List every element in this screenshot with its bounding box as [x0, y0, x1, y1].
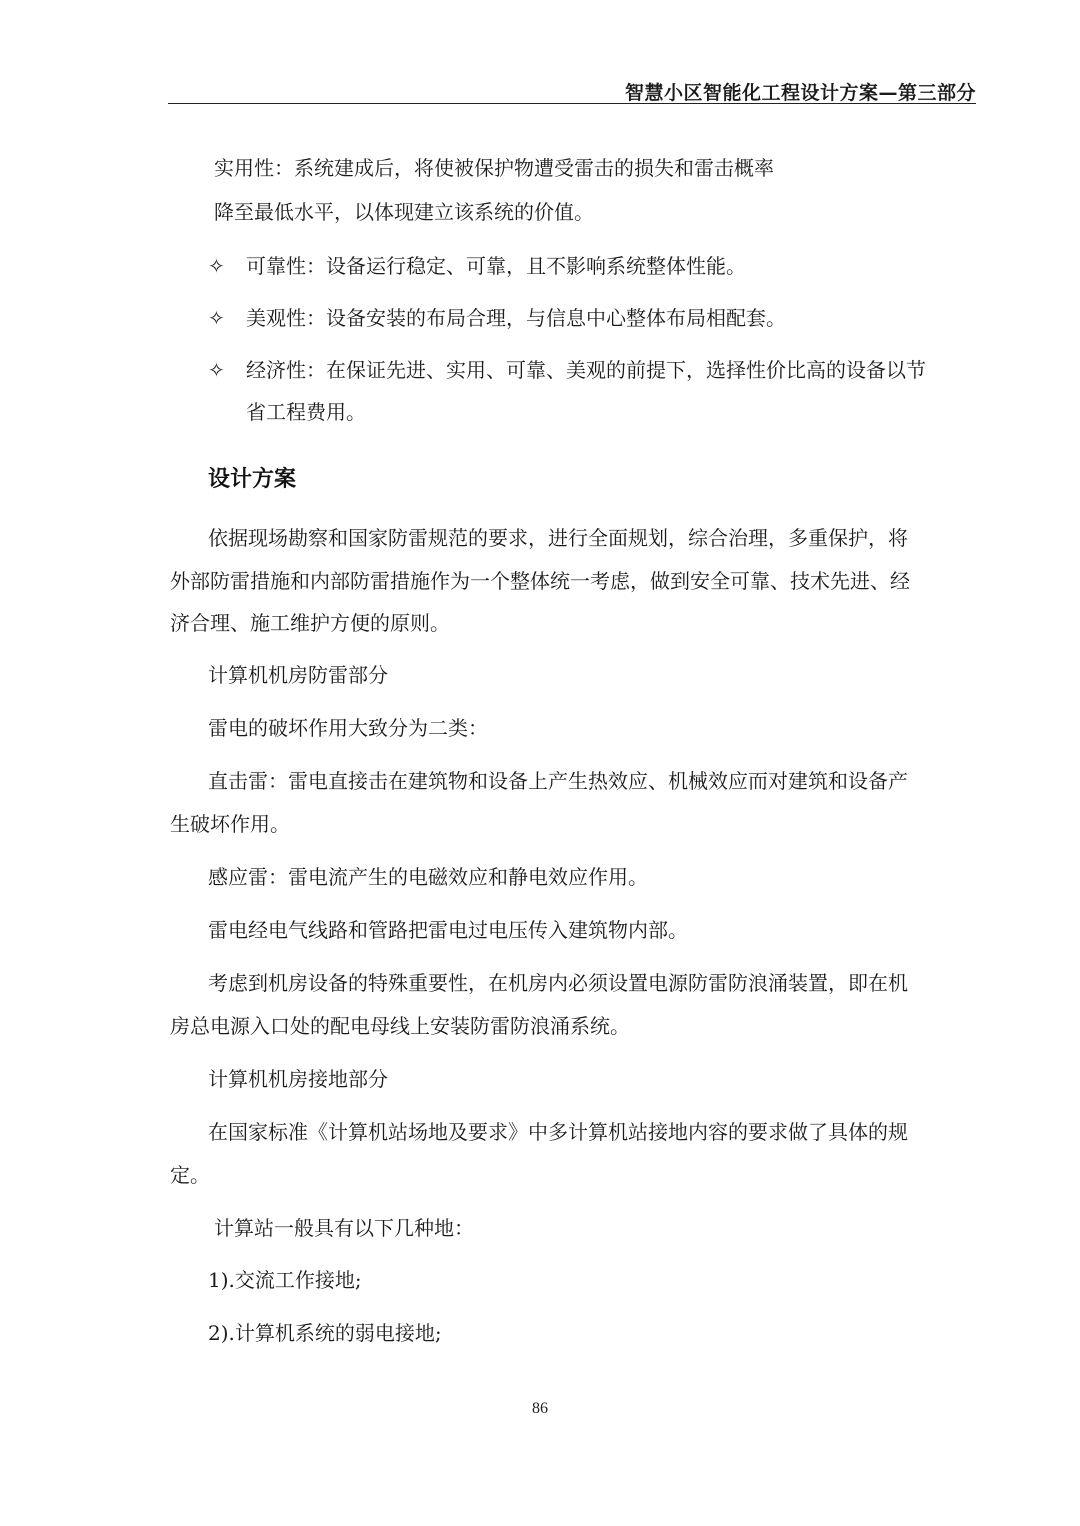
standard-line-1: 在国家标准《计算机站场地及要求》中多计算机站接地内容的要求做了具体的规 — [208, 1120, 908, 1144]
ground-types-intro: 计算站一般具有以下几种地： — [214, 1216, 474, 1240]
section-heading-design: 设计方案 — [208, 467, 297, 492]
diamond-bullet-icon: ✧ — [208, 306, 225, 330]
room-lightning-title: 计算机机房防雷部分 — [208, 663, 388, 687]
header-title: 智慧小区智能化工程设计方案—第三部分 — [624, 82, 976, 104]
surge-line-2: 房总电源入口处的配电母线上安装防雷防浪涌系统。 — [170, 1014, 630, 1038]
principle-line-1: 依据现场勘察和国家防雷规范的要求，进行全面规划，综合治理，多重保护，将 — [208, 526, 908, 550]
reliability-item: 可靠性：设备运行稳定、可靠，且不影响系统整体性能。 — [246, 254, 746, 278]
header-rule — [168, 103, 976, 104]
ground-item-2: 2).计算机系统的弱电接地; — [208, 1321, 442, 1345]
practicality-line-2: 降至最低水平，以体现建立该系统的价值。 — [214, 200, 594, 224]
direct-strike-line-1: 直击雷：雷电直接击在建筑物和设备上产生热效应、机械效应而对建筑和设备产 — [208, 769, 908, 793]
surge-line-1: 考虑到机房设备的特殊重要性，在机房内必须设置电源防雷防浪涌装置，即在机 — [208, 971, 908, 995]
grounding-title: 计算机机房接地部分 — [208, 1067, 388, 1091]
direct-strike-line-2: 生破坏作用。 — [170, 812, 290, 836]
principle-line-3: 济合理、施工维护方便的原则。 — [170, 611, 450, 635]
economy-item-line-2: 省工程费用。 — [246, 400, 366, 424]
page-number: 86 — [532, 1400, 548, 1417]
diamond-bullet-icon: ✧ — [208, 254, 225, 278]
induced-strike: 感应雷：雷电流产生的电磁效应和静电效应作用。 — [208, 865, 648, 889]
conduction-text: 雷电经电气线路和管路把雷电过电压传入建筑物内部。 — [208, 918, 688, 942]
standard-line-2: 定。 — [170, 1163, 210, 1187]
practicality-line-1: 实用性：系统建成后，将使被保护物遭受雷击的损失和雷击概率 — [214, 156, 774, 180]
damage-types-intro: 雷电的破坏作用大致分为二类： — [208, 716, 488, 740]
ground-item-1: 1).交流工作接地; — [208, 1268, 362, 1292]
diamond-bullet-icon: ✧ — [208, 358, 225, 382]
economy-item-line-1: 经济性：在保证先进、实用、可靠、美观的前提下，选择性价比高的设备以节 — [246, 358, 926, 382]
aesthetics-item: 美观性：设备安装的布局合理，与信息中心整体布局相配套。 — [246, 306, 786, 330]
principle-line-2: 外部防雷措施和内部防雷措施作为一个整体统一考虑，做到安全可靠、技术先进、经 — [170, 569, 910, 593]
